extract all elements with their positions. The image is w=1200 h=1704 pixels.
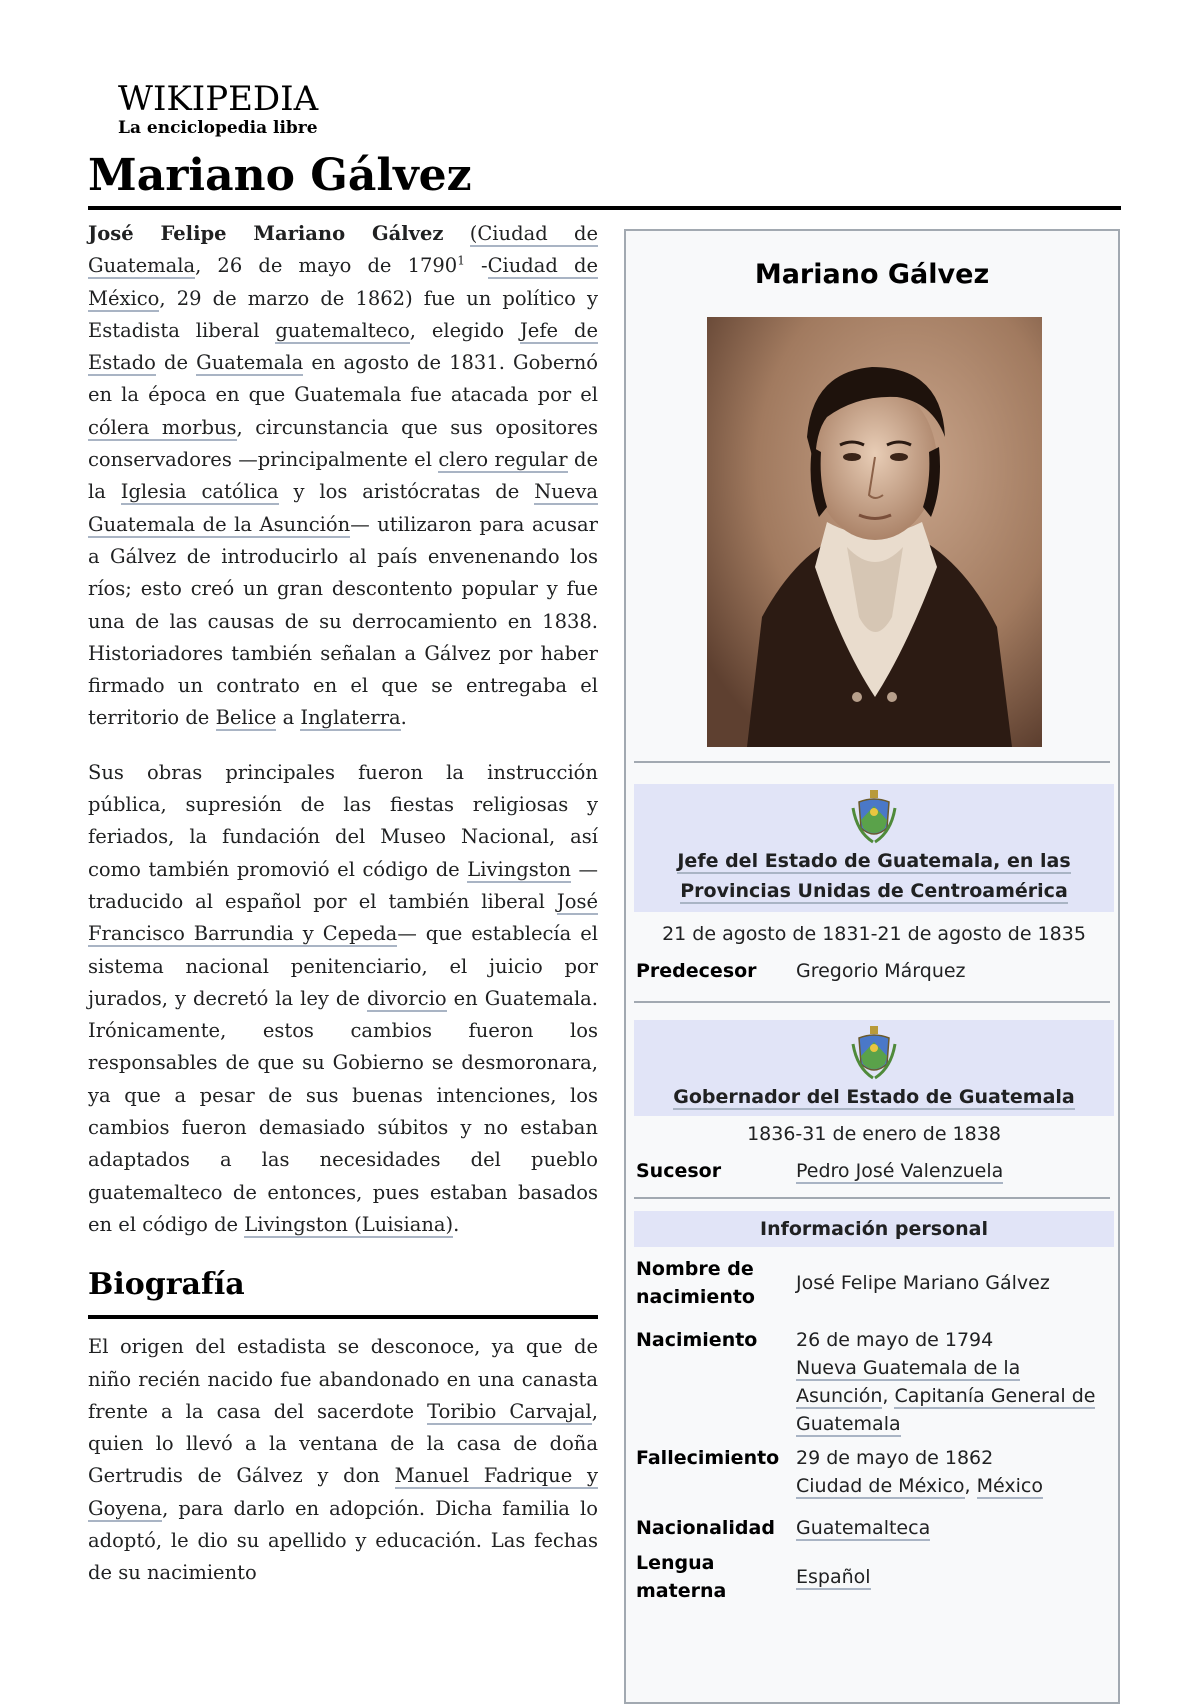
title-divider (88, 206, 1121, 210)
inline-link[interactable]: Jefe de Estado (88, 318, 598, 375)
inline-link[interactable]: Livingston (467, 857, 571, 881)
office-term-jefe: 21 de agosto de 1831-21 de agosto de 1835 (662, 923, 1086, 945)
text-run: , 29 de marzo de 1862) fue un político y Estadista liberal (88, 286, 598, 342)
text-run: en Guatemala. Irónicamente, estos cambios fueron los responsables de que su Gobierno se desmoronara, ya que a pesar de sus buenas intenciones, los cambios fueron demasiado súbitos y no estaban adaptados a las necesidades del pueblo guatemalteco de entonces, pues estaban basados en el código de (88, 986, 599, 1236)
birth-country-link[interactable]: Capitanía General de Guatemala (796, 1385, 1096, 1435)
birth-place-separator: , (882, 1385, 895, 1407)
birthname-label-line1: Nombre de (636, 1258, 754, 1280)
office-term-gobernador: 1836-31 de enero de 1838 (747, 1123, 1001, 1145)
successor-link[interactable]: Pedro José Valenzuela (796, 1160, 1004, 1182)
text-run: —traducido al español por el también liberal (88, 857, 598, 913)
nationality-link[interactable]: Guatemalteca (796, 1517, 931, 1539)
text-run: . (453, 1212, 460, 1236)
birthname-label-line2: nacimiento (636, 1286, 755, 1308)
nationality-row (636, 1514, 1112, 1544)
article-body (88, 218, 598, 1612)
inline-link[interactable]: clero regular (438, 448, 568, 472)
successor-row (636, 1157, 1112, 1187)
language-link[interactable]: Español (796, 1566, 871, 1588)
birthname-row (636, 1255, 1112, 1315)
section-divider (88, 1315, 598, 1319)
portrait-image[interactable] (707, 317, 1042, 747)
infobox-divider (634, 1001, 1110, 1003)
office-title-jefe-line2[interactable]: Provincias Unidas de Centroamérica (680, 880, 1068, 902)
text-run: , circunstancia que sus opositores conservadores —principalmente el (88, 415, 598, 472)
text-run: — que establecía el sistema nacional penitenciario, el juicio por jurados, y decretó la ley de (88, 922, 598, 1010)
inline-link[interactable]: Inglaterra (300, 706, 401, 730)
inline-link[interactable]: Guatemala (196, 351, 304, 375)
inline-link[interactable]: José Francisco Barrundia y Cepeda (88, 889, 598, 946)
biografia-paragraph-1 (88, 1331, 598, 1589)
inline-link[interactable]: Livingston (Luisiana) (244, 1212, 454, 1236)
death-country-link[interactable]: México (976, 1475, 1043, 1497)
inline-link[interactable]: Iglesia católica (120, 480, 279, 504)
infobox-divider (634, 1197, 1110, 1199)
office-title-gobernador[interactable]: Gobernador del Estado de Guatemala (673, 1086, 1075, 1108)
office-header-jefe (634, 784, 1114, 912)
text-run: , quien lo llevó a la ventana de la casa de doña Gertrudis de Gálvez y don (88, 1399, 598, 1488)
text-run: en agosto de 1831. Gobernó en la época en que Guatemala fue atacada por el (88, 351, 598, 407)
logo-tagline: La enciclopedia libre (118, 118, 318, 138)
text-run: , elegido (409, 318, 520, 342)
text-run: de la (88, 448, 599, 504)
predecessor-label: Predecesor (636, 960, 757, 982)
infobox-title: Mariano Gálvez (754, 259, 990, 290)
bold-text: José Felipe Mariano Gálvez (88, 222, 444, 245)
lead-paragraph-2 (88, 757, 598, 1241)
birth-label: Nacimiento (636, 1329, 758, 1351)
inline-link[interactable]: Toribio Carvajal (427, 1399, 592, 1423)
text-run: de (155, 351, 197, 375)
birth-date: 26 de mayo de 1794 (796, 1329, 994, 1351)
text-run: y los aristócratas de (278, 480, 535, 504)
inline-link[interactable]: Manuel Fadrique y Goyena (88, 1464, 598, 1520)
coat-of-arms-icon (851, 1024, 897, 1082)
text-run: a (276, 706, 301, 730)
inline-link[interactable]: divorcio (366, 986, 447, 1010)
birthname-value: José Felipe Mariano Gálvez (796, 1272, 1050, 1294)
text-run: - (464, 254, 488, 278)
text-run: , para darlo en adopción. Dicha familia lo adoptó, le dio su apellido y educación. Las fechas de su nacimiento (88, 1496, 598, 1585)
death-place-link[interactable]: Ciudad de México (796, 1475, 965, 1497)
inline-link[interactable]: Nueva Guatemala de la Asunción (88, 480, 598, 536)
inline-link[interactable]: (Ciudad de Guatemala (88, 222, 598, 278)
death-label: Fallecimiento (636, 1447, 780, 1469)
text-run: , 26 de mayo de 1790 (195, 254, 458, 278)
reference-marker[interactable]: 1 (457, 253, 465, 268)
lead-paragraph-1 (88, 218, 598, 735)
logo-wordmark: WIKIPEDIA (118, 79, 319, 119)
wikipedia-logo[interactable] (118, 79, 319, 138)
office-header-gobernador (634, 1020, 1114, 1116)
page-title: Mariano Gálvez (88, 150, 472, 201)
language-row (636, 1549, 1112, 1609)
birth-row (636, 1326, 1112, 1436)
successor-label: Sucesor (636, 1160, 722, 1182)
section-heading-biografia: Biografía (88, 1267, 245, 1303)
inline-link[interactable]: Belice (215, 706, 277, 730)
text-run (444, 222, 470, 245)
infobox-divider (634, 761, 1110, 763)
predecessor-row (636, 957, 1112, 987)
text-run: — utilizaron para acusar a Gálvez de introducirlo al país envenenando los ríos; esto creó un gran descontento popular y fue una de las causas de su derrocamiento en 1838. Historiadores también señalan a Gálvez por haber firmado un contrato en el que se entregaba el territorio de (88, 512, 598, 730)
birth-place-link[interactable]: Nueva Guatemala de la Asunción (796, 1357, 1021, 1407)
death-place-separator: , (964, 1475, 977, 1497)
coat-of-arms-icon (851, 788, 897, 846)
personal-info-heading: Información personal (760, 1218, 988, 1240)
infobox (624, 229, 1120, 1704)
death-row (636, 1444, 1112, 1504)
inline-link[interactable]: cólera morbus (88, 415, 237, 439)
text-run: . (400, 706, 407, 730)
personal-info-header (634, 1211, 1114, 1247)
death-date: 29 de mayo de 1862 (796, 1447, 994, 1469)
inline-link[interactable]: guatemalteco (275, 318, 410, 342)
text-run: Sus obras principales fueron la instrucción pública, supresión de las fiestas religiosas y feriados, la fundación del Museo Nacional, así como también promovió el código de (88, 760, 598, 881)
predecessor-value: Gregorio Márquez (796, 960, 966, 982)
inline-link[interactable]: Ciudad de México (88, 254, 598, 310)
nationality-label: Nacionalidad (636, 1517, 775, 1539)
office-title-jefe-line1[interactable]: Jefe del Estado de Guatemala, en las (677, 850, 1071, 872)
language-label-line2: materna (636, 1580, 727, 1602)
text-run: El origen del estadista se desconoce, ya que de niño recién nacido fue abandonado en una canasta frente a la casa del sacerdote (88, 1335, 598, 1423)
language-label-line1: Lengua (636, 1552, 715, 1574)
